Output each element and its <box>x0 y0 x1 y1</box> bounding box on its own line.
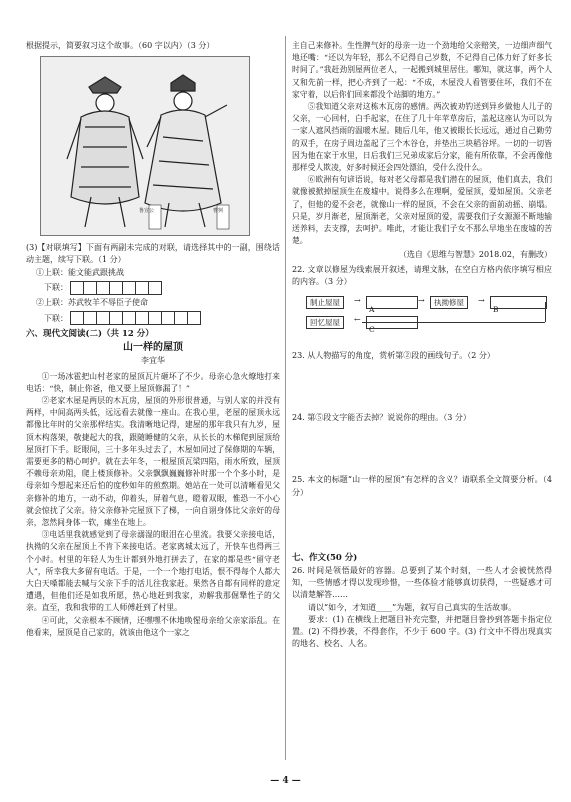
section-6-heading: 六、现代文阅读(二)（共 12 分） <box>26 329 154 340</box>
article-title: 山一样的屋顶 <box>123 342 183 354</box>
blank-label-c: C <box>369 325 375 335</box>
article-para-2: ②老家木屋是两层的木瓦房，屋顶的外形很普通，与别人家的并没有两样，中间高两头低，远远看去就像一座山。在我心里，老屋的屋顶永远都像比年时的父亲那样结实。我清晰地记得，建屋的那年我只有九岁，屋顶木构落架，敬捷起大的我，跟随睡健的父亲，从长长的木梯爬到屋顶给屋顶打下手。眨眼间，三十多年头过去了，木屋如同过了保修期的车辆，需要更多的精心呵护。就在去年冬，一根屋顶瓦梁四陷，雨水所致，屋顶不赖母亲劝阻，爬上楼顶修补。父亲飘飘巍巍修补时那一个个多小时，是母亲如今想起来还后怕的度秒如年的煎熬期。她站在一处可以清晰看见父亲修补的地方，一动不动，仰着头，屏着气息，瞪着双眼，惟恐一不小心就会惊扰了父亲。待父亲修补完屋顶下了梯，一向自诩身体比父亲好的母亲，忽然间身体一软，瘫坐在地上。 <box>26 396 280 528</box>
question-25: 25. 本文的标题“山一样的屋顶”有怎样的含义？请联系全文简要分析。（4 分） <box>292 475 552 497</box>
lower-label: 下联： <box>44 313 68 323</box>
flow-box-1: 制止屋屋 <box>306 296 344 309</box>
answer-grid[interactable] <box>71 281 162 295</box>
article-author: 李宜华 <box>141 356 165 366</box>
question-26: 26. 时间是领悟最好的容器。总要到了某个时刻，一些人才会被恍然得知，一些情感才得以发现珍惜，一些体验才能够真切获得，一些疑惑才可以清楚解答…… <box>292 566 552 600</box>
question-23: 23. 从人物描写的角度，赏析第②段的画线句子。（2 分） <box>292 351 495 361</box>
article-para-4: ④可此，父亲根本不顾情，还嘿嘿不休地唤惺母亲给父亲家添乱。在他看来，屋顶是自己家的，就该由他这个一家之 <box>26 615 280 637</box>
couplet-upper-2: ②上联：苏武牧羊不辱臣子使命 <box>36 297 148 307</box>
essay-prompt: 请以“如今，才知道____”为题，叙写自己真实的生活故事。 <box>308 602 517 612</box>
right-column <box>292 40 552 651</box>
flow-blank-c[interactable] <box>366 316 418 335</box>
page-number: — 4 — <box>270 776 301 786</box>
intro-text: 根据提示，简要叙习这个故事。（60 字以内）（3 分） <box>26 41 215 50</box>
flow-blank-b[interactable] <box>490 296 547 315</box>
answer-space-23[interactable] <box>292 362 552 412</box>
left-column <box>26 40 280 639</box>
answer-space-25[interactable] <box>292 499 552 549</box>
pic-label-2: 曹刿 <box>213 208 224 215</box>
flow-blank-a[interactable] <box>366 296 418 315</box>
question-22: 22. 文章以修屋为线索展开叙述，请理文脉，在空白方格内依序填写相应的内容。（3 分） <box>292 264 552 286</box>
blank-label-b: B <box>493 305 499 315</box>
section-7-heading: 七、作文(50 分) <box>292 552 358 563</box>
blank-label-a: A <box>369 305 375 315</box>
essay-requirements: 要求：(1) 在横线上把题目补充完整，并把题目誊抄到答题卡指定位置。(2) 不得抄袭，不得套作，不少于 600 字。(3) 行文中不得出现真实的地名、校名、人名。 <box>292 614 552 649</box>
couplet-upper-1: ①上联：能文能武跟挑战 <box>36 267 124 277</box>
column-divider <box>285 36 286 760</box>
couplet-question: (3)【对联填写】下面有两副未完成的对联，请选择其中的一副，围绕话动主题，续写下联。（1 分） <box>26 243 280 265</box>
question-24: 24. 第⑤段文字能否去掉？说说你的理由。（3 分） <box>292 413 471 423</box>
story-illustration <box>40 56 250 236</box>
article-para-6: ⑥欧洲有句谚语说，每对老父母都是我们潜在的屋顶，他们真去，我们就像被掀掉屋顶生在废墟中。说得多么在理啊，爱屋顶，爱如屋顶。父亲老了，但他的爱不会老，就像山一样的屋顶，不会在父亲的面前动摇、崩塌。只是，岁月渐老，屋顶渐老，父亲对屋顶的爱，需要我们子女源源不断地输送养料，去支撑，去呵护。唯此，才能让我们子女不那么早地坐在废墟的苦楚。 <box>292 175 552 246</box>
article-para-1: ①一场冰雹把山村老家的屋顶瓦片砸坏了不少。母亲心急火燎地打来电话：“快，制止你爸，他又要上屋顶修漏了！” <box>26 371 280 393</box>
article-para-5: ⑤我知道父亲对这栋木瓦房的感情。两次被劝钓送到异乡做他人儿子的父亲，一心回村，白手起家，在住了几十年苹草房后，盖起这座认为可以为一家人遮风挡雨的温暖木屋。随后几年，他又被眼长长远远，通过自己勤劳的双手，在房子周边盖起了三个木谷仓，并垫出三块稻谷坪。一切的一切皆因为他在家于水里，日后我们三兄弟成家后分家，能有所依靠，不会再像他那样受人欺凌，好多时候还会四处漂泊，受什么没什么。 <box>292 102 552 173</box>
plot-flowchart: 制止屋屋 → A → 执拗修屋 → B 回忆屋屋 ← C <box>292 294 552 340</box>
article-para-4-cont: 主自己来修补。生性脾气好的母亲一边一个劲地给父亲赔笑，一边细声细气地还嘴：“还以为年轻，那么不记得自己岁数，不记得自己体力好了好多长时间了。”我赶劲别屋两位老人，一起搬到城里居住。哪知，就这事，两个人又和先前一样，把心齐到了一起：“不成，木屋没人看管要住坏，我们不在家守着，以后你们回来都没个站脚的地方。” <box>292 41 552 99</box>
flow-box-3: 回忆屋屋 <box>306 316 344 329</box>
article-source: （选自《思维与智慧》2018.02，有删改） <box>398 250 552 260</box>
couplet-lower-1[interactable] <box>44 281 280 295</box>
answer-space-24[interactable] <box>292 424 552 474</box>
flow-box-2: 执拗修屋 <box>430 296 468 309</box>
article-para-3: ③电话里我就感觉到了母亲溺湿的眼泪在心里流。我要父亲接电话，执拗的父亲在屋顶上不肯下来接电话。老家离城太远了，开快车也得两三个小时。村里的年轻人为生计都到外地打拼去了，在家的都是些“留守老人”，所幸我大多留有电话。于是，一个一个地打电话，恨不得每个人都大大白天嗓都能去喊与父亲下手的活儿往我家赶。果然各自都有同样的意定遭遇，但他们还是如我所愿，热心地赶到我家，劝解我那倔犟性子的父亲。直至，我和我带的工人师傅赶到了村里。 <box>26 530 280 613</box>
lower-label: 下联： <box>44 283 68 293</box>
pic-label-1: 鲁宣公 <box>139 208 155 215</box>
couplet-lower-2[interactable] <box>44 311 280 325</box>
answer-grid[interactable] <box>71 311 201 325</box>
